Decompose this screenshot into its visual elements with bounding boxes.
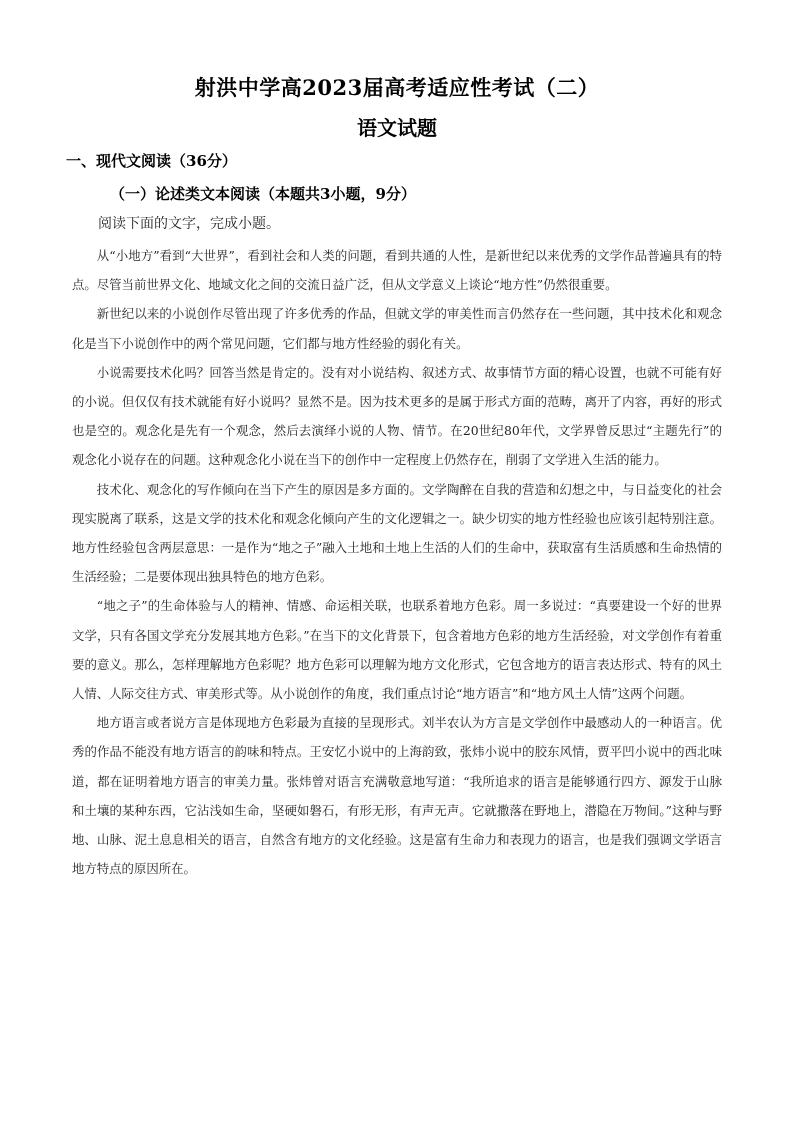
passage-paragraph: 小说需要技术化吗？回答当然是肯定的。没有对小说结构、叙述方式、故事情节方面的精心设置，也就不可能有好的小说。但仅仅有技术就能有好小说吗？显然不是。因为技术更多的是属于形式方面的范畴，离开了内容，再好的形式也是空的。观念化是先有一个观念，然后去演绎小说的人物、情节。在20世纪80年代，文学界曾反思过“主题先行”的观念化小说存在的问题。这种观念化小说在当下的创作中一定程度上仍然存在，削弱了文学进入生活的能力。 [72,364,722,468]
reading-instruction: 阅读下面的文字，完成小题。 [98,216,280,232]
passage-paragraph: 地方语言或者说方言是体现地方色彩最为直接的呈现形式。刘半农认为方言是文学创作中最感动人的一种语言。优秀的作品不能没有地方语言的韵味和特点。王安忆小说中的上海韵致，张炜小说中的胶东风情，贾平凹小说中的西北味道，都在证明着地方语言的审美力量。张炜曾对语言充满敬意地写道：“我所追求的语言是能够通行四方、源发于山脉和土壤的某种东西，它沾浅如生命，坚硬如磐石，有形无形，有声无声。它就撒落在野地上，潜隐在万物间。”这种与野地、山脉、泥土息息相关的语言，自然含有地方的文化经验。这是富有生命力和表现力的语言，也是我们强调文学语言地方特点的原因所在。 [72,715,722,877]
subsection-heading: （一）论述类文本阅读（本题共3小题，9分） [110,185,416,203]
exam-subtitle: 语文试题 [357,116,437,140]
passage-paragraph: 技术化、观念化的写作倾向在当下产生的原因是多方面的。文学陶醉在自我的营造和幻想之中，与日益变化的社会现实脱离了联系，这是文学的技术化和观念化倾向产生的文化逻辑之一。缺少切实的地方性经验也应该引起特别注意。地方性经验包含两层意思：一是作为“地之子”融入土地和土地上生活的人们的生命中，获取富有生活质感和生命热情的生活经验；二是要体现出独具特色的地方色彩。 [72,481,722,585]
reading-passage [72,241,722,883]
section-heading: 一、现代文阅读（36分） [66,152,237,170]
exam-title: 射洪中学高2023届高考适应性考试（二） [194,75,600,100]
passage-paragraph: 新世纪以来的小说创作尽管出现了许多优秀的作品，但就文学的审美性而言仍然存在一些问题，其中技术化和观念化是当下小说创作中的两个常见问题，它们都与地方性经验的弱化有关。 [72,306,722,351]
passage-paragraph: 从“小地方”看到“大世界”，看到社会和人类的问题，看到共通的人性，是新世纪以来优秀的文学作品普遍具有的特点。尽管当前世界文化、地域文化之间的交流日益广泛，但从文学意义上谈论“地方性”仍然很重要。 [72,248,722,293]
passage-paragraph: “地之子”的生命体验与人的精神、情感、命运相关联，也联系着地方色彩。周一多说过：“真要建设一个好的世界文学，只有各国文学充分发展其地方色彩。”在当下的文化背景下，包含着地方色彩的地方生活经验，对文学创作有着重要的意义。那么，怎样理解地方色彩呢？地方色彩可以理解为地方文化形式，它包含地方的语言表达形式、特有的风土人情、人际交往方式、审美形式等。从小说创作的角度，我们重点讨论“地方语言”和“地方风土人情”这两个问题。 [72,598,722,702]
